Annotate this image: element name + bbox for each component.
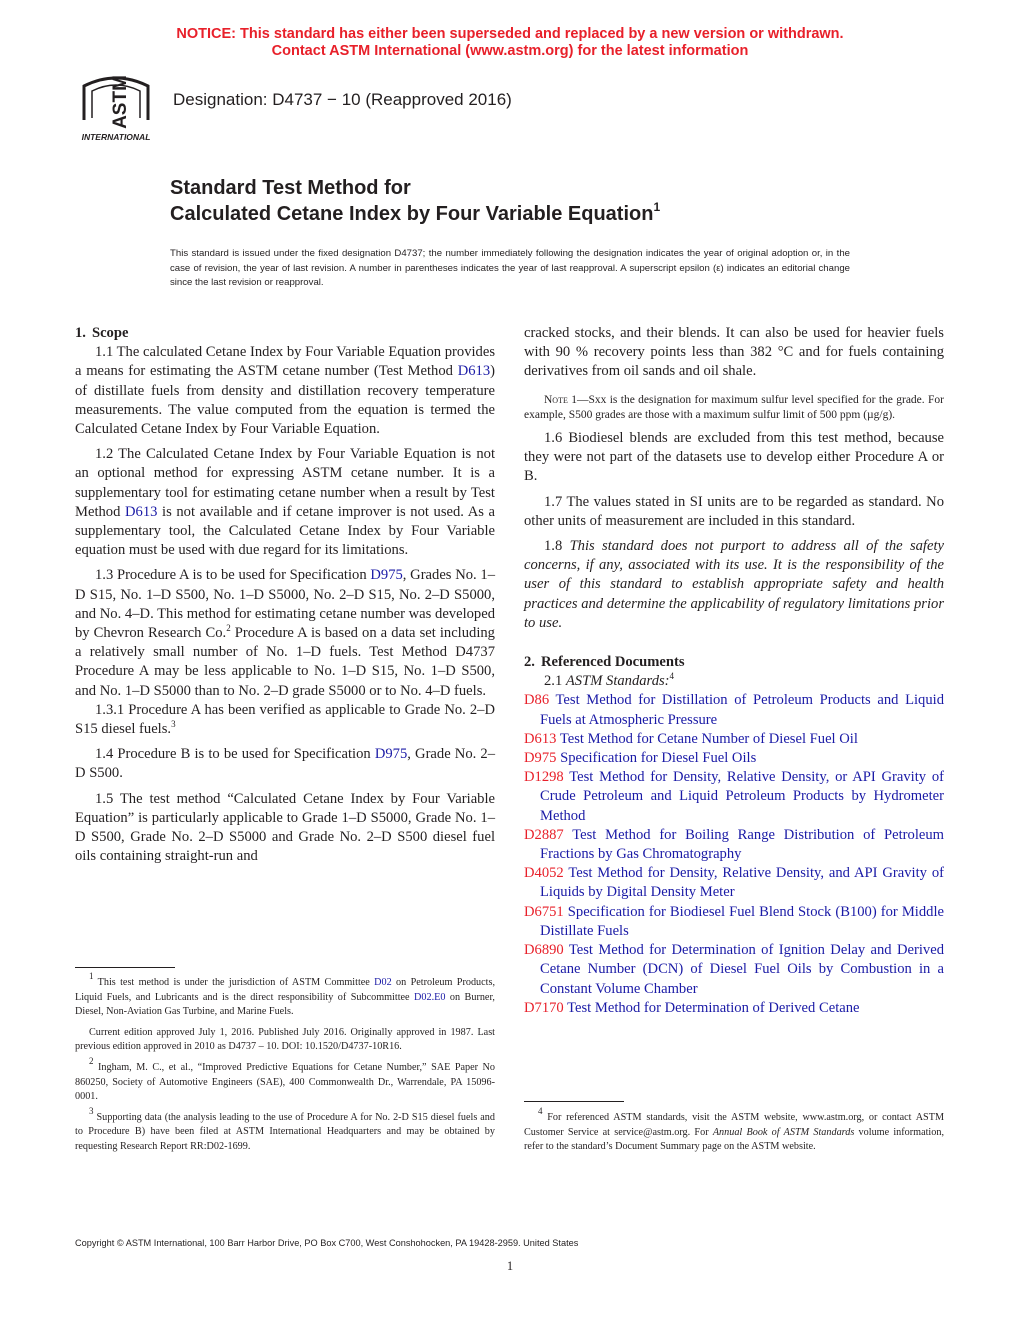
left-column [75,324,495,866]
ref-d613[interactable]: D613 Test Method for Cetane Number of Diesel Fuel Oil [524,730,858,747]
copyright-footer: Copyright © ASTM International, 100 Barr Harbor Drive, PO Box C700, West Conshohocken, PA 19428-2959. United States [75,1238,579,1248]
title-line-1: Standard Test Method for [170,177,411,199]
section-heading-referenced-documents: 2. Referenced Documents [524,654,685,671]
paragraph-1-7: 1.7 The values stated in SI units are to be regarded as standard. No other units of measurement are included in this standard. [524,493,944,529]
link-d975[interactable]: D975 [374,746,408,763]
logo-letters: ASTM [110,75,131,129]
footnote-2: $^2$ Ingham, M. C., et al., “Improved Predictive Equations for Cetane Number,” SAE Paper No 860250, Society of Automotive Engineers (SAE), 400 Commonwealth Dr., Warrendale, PA 15096-0001. [75,1055,495,1103]
astm-logo [70,72,162,144]
link-d975[interactable]: D975 [370,567,403,584]
ref-d1298[interactable]: D1298 Test Method for Density, Relative Density, or API Gravity of Crude Petroleum and Liquid Petroleum Products by Hydrometer Method [524,769,944,824]
link-subcommittee-d02e0[interactable]: D02.E0 [414,991,446,1003]
astm-logo-icon [70,72,162,144]
link-committee-d02[interactable]: D02 [374,977,392,988]
ref-d7170[interactable]: D7170 Test Method for Determination of Derived Cetane [524,999,860,1016]
footnote-3: $^3$ Supporting data (the analysis leading to the use of Procedure A for No. 2-D S15 diesel fuels and to Procedure B) have been filed at ASTM International Headquarters and may be obtained by requesting Research Report RR:D02-1699. [75,1105,495,1152]
notice-line-1: NOTICE: This standard has either been superseded and replaced by a new version or withdrawn. [176,26,844,42]
logo-subtitle: INTERNATIONAL [81,132,151,142]
paragraph-1-5: 1.5 The test method “Calculated Cetane Index by Four Variable Equation” is particularly applicable to Grade 1–D S5000, Grade No. 1–D S500, Grade No. 2–D S5000 and Grade No. 2–D S500 diesel fuel oils containing straight-run and [75,790,495,865]
ref-d4052[interactable]: D4052 Test Method for Density, Relative Density, and API Gravity of Liquids by Digital Density Meter [524,865,944,901]
footnote-1-edition: Current edition approved July 1, 2016. Published July 2016. Originally approved in 1987. Last previous edition approved in 2010 as D4737 – 10. DOI: 10.1520/D4737-10R16. [75,1026,495,1053]
title-footnote-mark: 1 [653,200,661,214]
ref-d2887[interactable]: D2887 Test Method for Boiling Range Distribution of Petroleum Fractions by Gas Chromatography [524,826,944,863]
designation: Designation: D4737 − 10 (Reapproved 2016) [173,90,512,109]
paragraph-1-3-1: 1.3.1 Procedure A has been verified as applicable to Grade No. 2–D S15 diesel fuels.$^3$ [75,701,495,738]
right-column [524,324,944,1018]
title-line-2: Calculated Cetane Index by Four Variable Equation$^1$ [170,200,661,225]
paragraph-1-4: 1.4 Procedure B is to be used for Specification D975, Grade No. 2–D S500. [75,746,495,782]
ref-d6890[interactable]: D6890 Test Method for Determination of Ignition Delay and Derived Cetane Number (DCN) of Diesel Fuel Oils by Combustion in a Constant Volume Chamber [524,942,944,997]
paragraph-1-3: 1.3 Procedure A is to be used for Specification D975, Grades No. 1–D S15, No. 1–D S500, No. 1–D S5000, No. 2–D S15, No. 2–D S5000, and No. 4–D. This method for estimating cetane number was developed by Chevron Research Co.$^2$ Procedure A is based on a data set including a relatively small number of No. 1–D fuels. Test Method D4737 Procedure A may be less applicable to No. 1–D S15, No. 1–D S500, and No. 1–D S5000 than to No. 2–D grade S5000 or to No. 4–D fuels. [75,567,495,699]
footnotes-left [75,971,495,1155]
paragraph-1-1: 1.1 The calculated Cetane Index by Four Variable Equation provides a means for estimating the ASTM cetane number (Test Method D613) of distillate fuels from density and distillation recovery temperature measurements. The value computed from the equation is termed the Calculated Cetane Index by Four Variable Equation. [75,344,495,438]
link-d613[interactable]: D613 [125,503,158,520]
paragraph-1-6: 1.6 Biodiesel blends are excluded from this test method, because they were not part of the datasets use to develop either Procedure A or B. [524,430,944,485]
footnote-rule-right [524,1101,624,1102]
paragraph-1-5-continued: cracked stocks, and their blends. It can also be used for heavier fuels with 90 % recovery points less than 382 °C and for fuels containing derivatives from oil sands and oil shale. [524,325,944,380]
ref-d975[interactable]: D975 Specification for Diesel Fuel Oils [524,750,757,767]
paragraph-1-2: 1.2 The Calculated Cetane Index by Four Variable Equation is not an optional method for expressing ASTM cetane number. It is a supplementary tool for estimating cetane number when a result by Test Method D613 is not available and if cetane improver is not used. As a supplementary tool, the Calculated Cetane Index by Four Variable equation must be used with due regard for its limitations. [75,446,495,559]
paragraph-2-1: 2.1 ASTM Standards:$^4$ [544,671,675,690]
withdrawn-notice [0,26,1020,60]
ref-d86[interactable]: D86 Test Method for Distillation of Petroleum Products and Liquid Fuels at Atmospheric Pressure [524,692,944,728]
notice-line-2: Contact ASTM International (www.astm.org) for the latest information [271,43,749,59]
section-heading-scope: 1. Scope [75,325,129,341]
footnote-rule-left [75,967,175,968]
footnote-4: $^4$ For referenced ASTM standards, visit the ASTM website, www.astm.org, or contact ASTM Customer Service at service@astm.org. For Annual Book of ASTM Standards volume information, refer to the standard’s Document Summary page on the ASTM website. [524,1106,944,1153]
footnotes-right [524,1106,944,1155]
note-1: Note 1—Sxx is the designation for maximum sulfur level specified for the grade. For example, S500 grades are those with a maximum sulfur limit of 500 ppm (µg/g). [524,393,944,421]
ref-d6751[interactable]: D6751 Specification for Biodiesel Fuel Blend Stock (B100) for Middle Distillate Fuels [524,903,944,939]
document-title [170,175,660,227]
issuance-note: This standard is issued under the fixed designation D4737; the number immediately following the designation indicates the year of original adoption or, in the case of revision, the year of last revision. A number in parentheses indicates the year of last reapproval. A superscript epsilon (ε) indicates an editorial change since the last revision or reapproval. [170,248,850,289]
page-number: 1 [506,1259,514,1273]
paragraph-1-8: 1.8 This standard does not purport to address all of the safety concerns, if any, associated with its use. It is the responsibility of the user of this standard to establish appropriate safety and health practices and determine the applicability of regulatory limitations prior to use. [524,538,944,631]
footnote-1: $^1$ This test method is under the jurisdiction of ASTM Committee D02 on Petroleum Products, Liquid Fuels, and Lubricants and is the direct responsibility of Subcommittee D02.E0 on Burner, Diesel, Non-Aviation Gas Turbine, and Marine Fuels. [75,971,495,1018]
link-d613[interactable]: D613 [457,363,491,380]
